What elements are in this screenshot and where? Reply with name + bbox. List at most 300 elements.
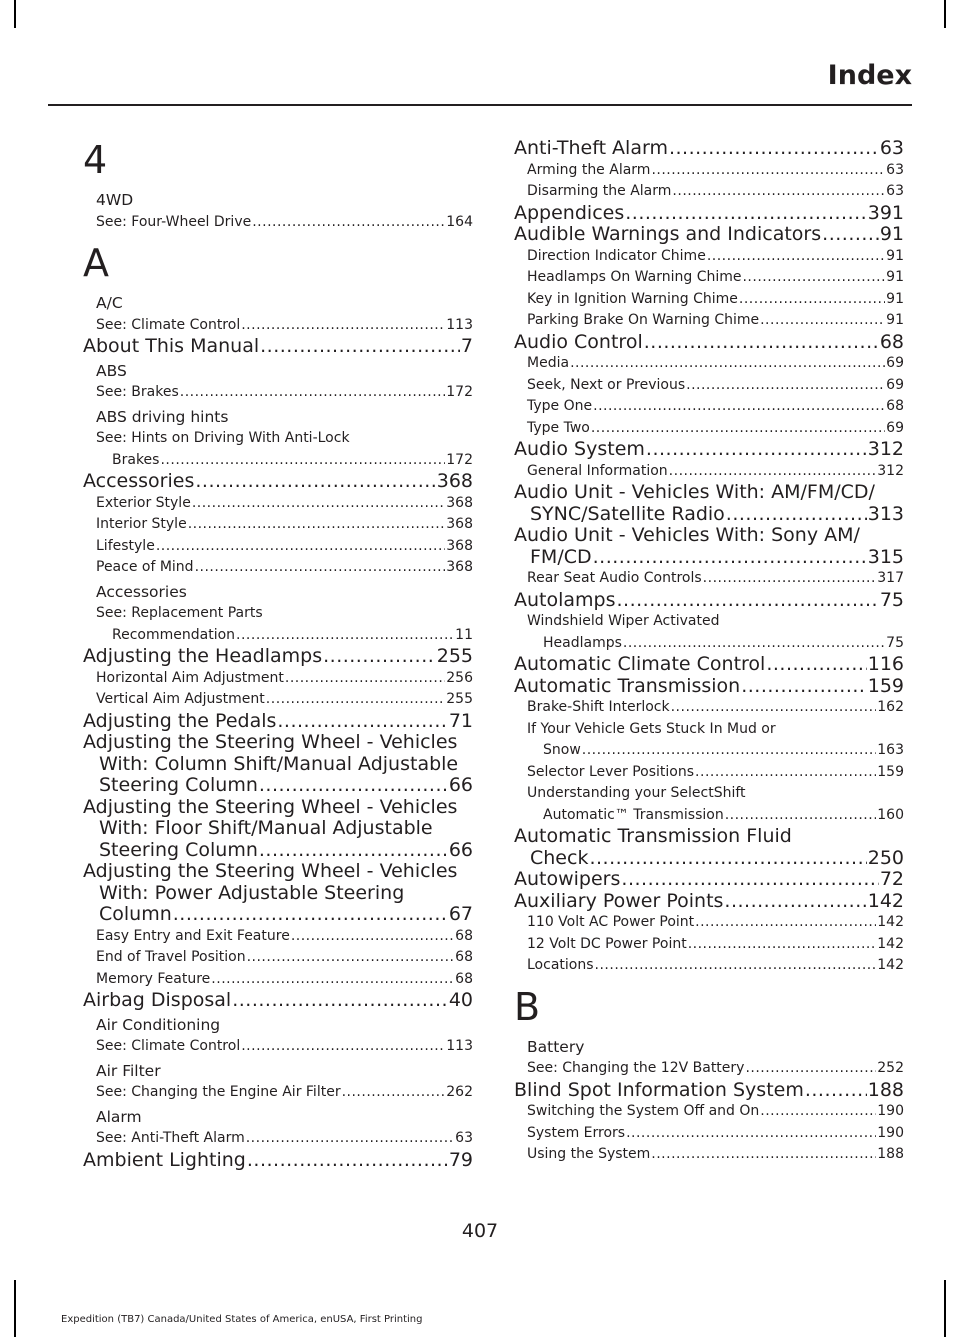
dot-leader [582,740,876,762]
dot-leader [625,203,867,225]
entry-text: About This Manual [83,335,260,357]
entry-text: Arming the Alarm [527,161,651,178]
index-subentry[interactable] [514,310,904,332]
entry-text: See: Four-Wheel Drive [96,213,252,230]
index-subentry[interactable] [514,1101,904,1123]
dot-leader [669,461,877,483]
entry-text: Ambient Lighting [83,1148,246,1171]
dot-leader [247,947,455,969]
page-ref: 255 [446,691,473,707]
dot-leader [277,711,447,733]
entry-text: Air Filter [96,1061,161,1080]
index-column-left [83,138,473,1171]
entry-text: See: Climate Control [96,316,241,333]
entry-text: Windshield Wiper Activated [527,613,720,629]
entry-text: Audible Warnings and Indicators [514,223,822,245]
dot-leader [266,689,445,711]
index-subentry[interactable] [514,461,904,483]
entry-text: Column [99,903,172,925]
page-ref: 312 [877,462,904,479]
index-entry[interactable] [514,224,904,246]
crop-mark-top-right [944,0,946,28]
entry-text: General Information [527,462,668,479]
index-entry[interactable] [83,646,473,668]
index-subentry[interactable] [514,181,904,203]
page-ref: 91 [886,312,904,328]
page-ref: 190 [877,1124,904,1141]
index-entry[interactable] [514,332,904,354]
entry-text: Seek, Next or Previous [527,376,686,393]
index-subentry[interactable] [83,382,473,404]
entry-text: Headlamps [543,634,622,651]
page-ref: 63 [455,1130,473,1146]
page-ref: 164 [446,213,473,230]
index-entry[interactable] [83,336,473,358]
dot-leader [760,310,885,332]
page-ref: 162 [877,699,904,715]
index-entry[interactable] [514,439,904,461]
entry-text: Locations [527,957,594,973]
page-ref: 63 [879,137,904,159]
page-ref: 79 [448,1148,473,1171]
index-entry[interactable] [83,711,473,733]
entry-text: Selector Lever Positions [527,763,695,780]
page-ref: 91 [886,247,904,264]
entry-text: Brakes [112,451,160,468]
index-entry[interactable] [83,1107,473,1129]
index-entry[interactable] [83,190,473,212]
dot-leader [593,547,867,569]
dot-leader [192,493,445,515]
index-subentry[interactable] [514,289,904,311]
dot-leader [688,934,877,956]
dot-leader [260,336,460,358]
entry-text: Recommendation [112,626,236,643]
index-subentry[interactable] [83,926,473,948]
page-ref: 71 [448,709,473,732]
page-ref: 313 [867,502,904,525]
page-ref: 75 [886,634,904,651]
entry-text: Headlamps On Warning Chime [527,269,742,285]
dot-leader [160,450,445,472]
entry-text: Interior Style [96,516,187,532]
entry-text: Air Conditioning [96,1015,221,1034]
page-ref: 250 [867,846,904,869]
index-subentry[interactable] [514,783,904,826]
index-entry[interactable] [83,361,473,383]
index-entry[interactable] [83,582,473,604]
entry-text: Exterior Style [96,494,191,511]
entry-text: Anti-Theft Alarm [514,137,668,159]
index-subentry[interactable] [83,557,473,579]
dot-leader [646,439,867,461]
entry-text: Adjusting the Steering Wheel - Vehicles [83,795,458,818]
page-ref: 68 [455,970,473,987]
entry-text: Automatic Transmission [514,674,741,697]
index-subentry[interactable] [83,493,473,515]
entry-text: SYNC/Satellite Radio [530,502,725,525]
dot-leader [742,267,885,289]
dot-leader [252,212,445,234]
index-entry[interactable] [514,826,904,869]
index-subentry[interactable] [514,267,904,289]
page-ref: 113 [446,1038,473,1054]
index-entry[interactable] [514,1080,904,1102]
entry-text: Adjusting the Steering Wheel - Vehicles [83,860,458,882]
dot-leader [695,762,876,784]
index-entry[interactable] [514,482,904,525]
section-letter: A [83,241,109,285]
dot-leader [570,353,885,375]
page-ref: 68 [886,398,904,414]
page-ref: 159 [877,763,904,780]
dot-leader [669,138,879,160]
page-ref: 72 [879,868,904,890]
index-entry[interactable] [83,293,473,315]
index-subentry[interactable] [83,668,473,690]
index-subentry[interactable] [514,418,904,440]
footer-text: Expedition (TB7) Canada/United States of America, enUSA, First Printing [61,1314,423,1325]
entry-text: Adjusting the Pedals [83,709,277,732]
index-subentry[interactable] [83,212,473,234]
dot-leader [725,805,877,827]
index-subentry[interactable] [514,1123,904,1145]
entry-text: If Your Vehicle Gets Stuck In Mud or [527,720,776,737]
entry-text: See: Replacement Parts [96,605,263,621]
page-ref: 188 [867,1078,904,1101]
index-subentry[interactable] [514,353,904,375]
page-ref: 391 [867,201,904,224]
dot-leader [651,160,885,182]
entry-text: Automatic™ Transmission [543,806,724,823]
index-entry[interactable] [514,676,904,698]
page-ref: 69 [886,355,904,371]
entry-text: Horizontal Aim Adjustment [96,669,284,686]
section-letter: B [514,984,541,1029]
index-subentry[interactable] [83,689,473,711]
page-ref: 368 [446,494,473,511]
entry-text: Alarm [96,1107,142,1126]
page-ref: 91 [886,269,904,285]
entry-text: Audio Unit - Vehicles With: Sony AM/ [514,524,860,546]
index-subentry[interactable] [83,536,473,558]
dot-leader [591,418,885,440]
entry-text: Vertical Aim Adjustment [96,691,265,707]
index-subentry[interactable] [83,603,473,646]
page-ref: 252 [877,1060,904,1076]
index-entry[interactable] [514,525,904,568]
page-ref: 315 [867,545,904,568]
entry-text: Disarming the Alarm [527,183,672,199]
dot-leader [760,1101,876,1123]
page-ref: 142 [877,935,904,952]
entry-text: Easy Entry and Exit Feature [96,927,290,944]
dot-leader [686,375,885,397]
index-subentry[interactable] [514,160,904,182]
entry-text: Steering Column [99,774,258,796]
page-ref: 368 [446,516,473,532]
index-subentry[interactable] [514,568,904,590]
entry-text: Using the System [527,1146,651,1162]
dot-leader [323,646,436,668]
page-ref: 66 [448,838,473,861]
dot-leader [247,1150,448,1172]
dot-leader [259,775,448,797]
entry-text: Blind Spot Information System [514,1078,804,1101]
page-ref: 91 [886,290,904,307]
index-subentry[interactable] [83,315,473,337]
entry-text: Lifestyle [96,537,155,554]
entry-text: Adjusting the Headlamps [83,645,323,667]
index-subentry[interactable] [83,947,473,969]
crop-mark-bottom-left [14,1280,16,1337]
index-entry[interactable] [83,1061,473,1083]
dot-leader [285,668,445,690]
dot-leader [617,590,879,612]
entry-text: Peace of Mind [96,559,194,575]
page-ref: 67 [448,903,473,925]
entry-text: Direction Indicator Chime [527,247,706,264]
entry-text: 110 Volt AC Power Point [527,914,695,930]
index-entry[interactable] [83,732,473,797]
dot-leader [766,654,866,676]
page-ref: 11 [455,626,473,643]
index-subentry[interactable] [514,934,904,956]
entry-text: See: Brakes [96,384,179,400]
page-number: 407 [461,1220,499,1242]
entry-text: See: Changing the 12V Battery [527,1060,745,1076]
index-subentry[interactable] [514,1058,904,1080]
index-entry[interactable] [83,1150,473,1172]
entry-text: Switching the System Off and On [527,1103,760,1119]
dot-leader [707,246,885,268]
index-subentry[interactable] [514,762,904,784]
page-ref: 317 [877,570,904,586]
index-entry[interactable] [514,869,904,891]
page-ref: 172 [446,451,473,468]
dot-leader [246,1128,454,1150]
page-ref: 69 [886,376,904,393]
index-subentry[interactable] [83,1036,473,1058]
dot-leader [644,332,879,354]
page-ref: 172 [446,384,473,400]
page-ref: 68 [879,330,904,353]
entry-text: A/C [96,294,123,312]
page-ref: 113 [446,316,473,333]
index-entry[interactable] [83,471,473,493]
index-subentry[interactable] [83,428,473,471]
entry-text: 12 Volt DC Power Point [527,935,687,952]
index-subentry[interactable] [514,697,904,719]
entry-text: Battery [527,1037,585,1056]
dot-leader [741,676,867,698]
dot-leader [211,969,454,991]
index-subentry[interactable] [514,611,904,654]
entry-text: Autowipers [514,868,621,890]
entry-text: ABS driving hints [96,407,229,426]
header-divider [48,104,912,106]
entry-text: Memory Feature [96,970,211,987]
entry-text: Appendices [514,201,625,224]
dot-leader [195,471,435,493]
page-ref: 63 [886,183,904,199]
page-ref: 188 [877,1146,904,1162]
index-subentry[interactable] [83,969,473,991]
index-entry[interactable] [514,1037,904,1059]
entry-text: System Errors [527,1124,626,1141]
dot-leader [241,1036,445,1058]
entry-text: Understanding your SelectShift [527,785,746,801]
entry-text: FM/CD [530,545,592,568]
page-ref: 68 [455,927,473,944]
entry-text: Parking Brake On Warning Chime [527,312,760,328]
page-ref: 160 [877,806,904,823]
page-ref: 256 [446,669,473,686]
page-ref: 69 [886,419,904,436]
entry-text: With: Power Adjustable Steering [99,881,405,904]
dot-leader [232,990,448,1012]
entry-text: See: Changing the Engine Air Filter [96,1084,341,1100]
dot-leader [593,396,885,418]
entry-text: Check [530,846,589,869]
dot-leader [342,1082,446,1104]
dot-leader [672,181,885,203]
index-entry[interactable] [83,797,473,862]
index-entry[interactable] [514,654,904,676]
dot-leader [703,568,877,590]
page-ref: 7 [460,335,473,357]
dot-leader [739,289,885,311]
entry-text: Audio Control [514,330,643,353]
index-subentry[interactable] [514,246,904,268]
index-entry[interactable] [83,1015,473,1037]
entry-text: With: Floor Shift/Manual Adjustable [99,817,433,839]
index-subentry[interactable] [514,719,904,762]
dot-leader [259,840,448,862]
index-entry[interactable] [83,861,473,926]
page-ref: 63 [886,161,904,178]
page-ref: 142 [867,889,904,912]
page-ref: 116 [867,653,904,675]
page-ref: 142 [877,957,904,973]
dot-leader [726,504,867,526]
index-subentry[interactable] [514,955,904,977]
entry-text: See: Climate Control [96,1038,241,1054]
page-ref: 368 [436,470,473,492]
page-ref: 40 [448,989,473,1011]
dot-leader [595,955,877,977]
entry-text: Key in Ignition Warning Chime [527,290,738,307]
dot-leader [195,557,446,579]
entry-text: ABS [96,361,127,380]
index-entry[interactable] [83,407,473,429]
entry-text: See: Hints on Driving With Anti-Lock [96,430,350,446]
entry-text: Autolamps [514,588,616,611]
entry-text: Automatic Transmission Fluid [514,825,792,847]
dot-leader [188,514,446,536]
index-subentry[interactable] [514,396,904,418]
entry-text: End of Travel Position [96,949,246,965]
page-title: Index [827,60,912,91]
crop-mark-top-left [14,0,16,28]
dot-leader [623,633,885,655]
entry-text: Steering Column [99,838,258,861]
dot-leader [589,848,866,870]
entry-text: Automatic Climate Control [514,653,766,675]
page-ref: 262 [446,1084,473,1100]
index-subentry[interactable] [514,375,904,397]
entry-text: See: Anti-Theft Alarm [96,1130,245,1146]
crop-mark-bottom-right [944,1280,946,1337]
dot-leader [724,891,866,913]
entry-text: Auxiliary Power Points [514,889,724,912]
entry-text: Audio System [514,438,645,460]
entry-text: Brake-Shift Interlock [527,699,670,715]
index-entry[interactable] [514,590,904,612]
dot-leader [695,912,876,934]
page-ref: 75 [879,588,904,611]
index-entry[interactable] [514,891,904,913]
entry-text: Adjusting the Steering Wheel - Vehicles [83,731,458,753]
page-ref: 255 [436,645,473,667]
page-ref: 159 [867,674,904,697]
dot-leader [805,1080,867,1102]
entry-text: Airbag Disposal [83,989,232,1011]
index-entry[interactable] [514,203,904,225]
dot-leader [651,1144,876,1166]
index-entry[interactable] [514,138,904,160]
dot-leader [671,697,877,719]
entry-text: Audio Unit - Vehicles With: AM/FM/CD/ [514,481,875,503]
dot-leader [626,1123,876,1145]
entry-text: Type One [527,398,593,414]
entry-text: Accessories [96,582,187,601]
page-ref: 91 [879,223,904,245]
dot-leader [236,625,454,647]
entry-text: Media [527,355,570,371]
page-ref: 368 [446,537,473,554]
page-ref: 66 [448,774,473,796]
page-ref: 190 [877,1103,904,1119]
entry-text: Rear Seat Audio Controls [527,570,702,586]
page-ref: 163 [877,742,904,758]
index-subentry[interactable] [514,1144,904,1166]
page-ref: 68 [455,949,473,965]
dot-leader [621,869,878,891]
entry-text: Snow [543,742,581,758]
dot-leader [173,904,448,926]
dot-leader [180,382,446,404]
index-subentry[interactable] [83,1082,473,1104]
index-column-right [514,138,904,1166]
entry-text: Type Two [527,419,590,436]
page-ref: 142 [877,914,904,930]
dot-leader [291,926,454,948]
entry-text: 4WD [96,191,134,209]
index-subentry[interactable] [83,514,473,536]
page-ref: 368 [446,559,473,575]
dot-leader [745,1058,876,1080]
entry-text: Accessories [83,470,195,492]
entry-text: With: Column Shift/Manual Adjustable [99,752,459,775]
dot-leader [156,536,445,558]
index-subentry[interactable] [514,912,904,934]
section-letter: 4 [83,138,108,182]
dot-leader [822,224,879,246]
page-ref: 312 [867,438,904,460]
index-entry[interactable] [83,990,473,1012]
index-subentry[interactable] [83,1128,473,1150]
